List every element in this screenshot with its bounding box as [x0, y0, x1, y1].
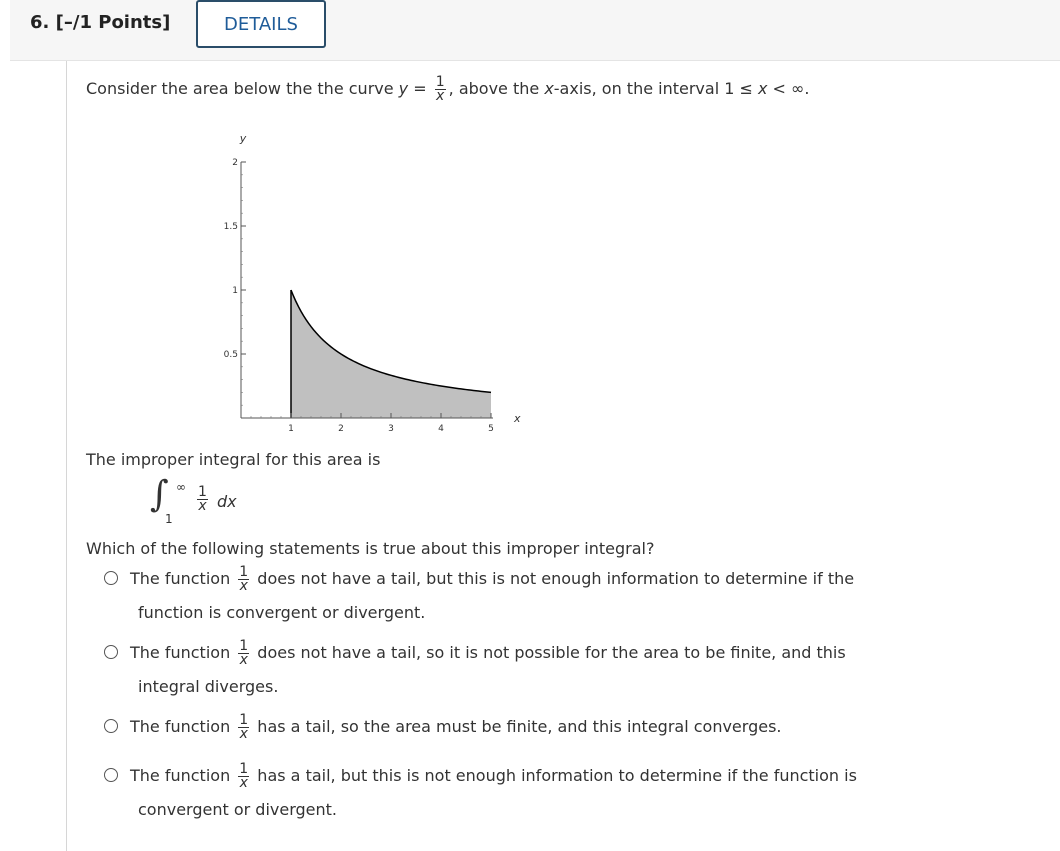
- answer-option-3[interactable]: [104, 710, 781, 744]
- x-tick-label: 3: [388, 424, 394, 434]
- x-tick-label: 4: [438, 424, 444, 434]
- question-title: [30, 12, 170, 33]
- problem-text-3: -axis, on the interval 1 ≤: [553, 79, 758, 98]
- x-tick-label: 5: [488, 424, 494, 434]
- radio-option-4[interactable]: [104, 768, 118, 782]
- question-prompt: Which of the following statements is true about this improper integral?: [86, 539, 655, 558]
- radio-option-1[interactable]: [104, 571, 118, 585]
- option-4-fraction: [238, 763, 249, 790]
- x-axis-label: x: [514, 412, 521, 425]
- problem-statement: [86, 76, 809, 103]
- integral-frac-den: x: [198, 498, 207, 514]
- problem-fraction: [435, 76, 446, 103]
- integral-dx: dx: [217, 492, 237, 511]
- option-1-text-line2: function is convergent or divergent.: [138, 603, 426, 622]
- radio-option-3[interactable]: [104, 719, 118, 733]
- option-2-frac-num: 1: [239, 638, 249, 654]
- y-tick-label: 1.5: [223, 222, 238, 232]
- option-1-frac-num: 1: [239, 564, 249, 580]
- x-tick-label: 1: [288, 424, 294, 434]
- option-2-frac-den: x: [239, 652, 248, 668]
- option-3-prefix: The function: [130, 717, 236, 736]
- option-4-frac-num: 1: [239, 761, 249, 777]
- answer-option-2[interactable]: [104, 636, 846, 704]
- option-2-text-line2: integral diverges.: [138, 677, 279, 696]
- y-tick-label: 2: [232, 158, 238, 168]
- question-header: [10, 0, 1060, 61]
- option-3-frac-num: 1: [239, 712, 249, 728]
- problem-text-4: < ∞.: [767, 79, 810, 98]
- option-3-fraction: [238, 714, 249, 741]
- answer-option-1[interactable]: [104, 562, 854, 630]
- option-1-frac-den: x: [239, 578, 248, 594]
- problem-interval-var: x: [757, 79, 768, 98]
- problem-equals: =: [408, 79, 432, 98]
- option-3-frac-den: x: [239, 726, 248, 742]
- option-4-text: has a tail, but this is not enough information to determine if the function is: [252, 766, 857, 785]
- problem-intro: Consider the area below the the curve: [86, 79, 399, 98]
- problem-frac-num: 1: [435, 74, 445, 90]
- integral-intro: The improper integral for this area is: [86, 450, 381, 469]
- question-points: [–/1 Points]: [55, 12, 171, 33]
- y-tick-label: 1: [232, 286, 238, 296]
- area-chart: [210, 130, 530, 440]
- problem-frac-den: x: [436, 88, 445, 104]
- content-left-border: [66, 61, 67, 851]
- option-2-fraction: [238, 640, 249, 667]
- y-tick-label: 0.5: [223, 350, 238, 360]
- option-2-text: does not have a tail, so it is not possible for the area to be finite, and this: [252, 643, 846, 662]
- question-number: 6.: [30, 12, 50, 33]
- option-2-prefix: The function: [130, 643, 236, 662]
- problem-y-var: y: [398, 79, 409, 98]
- improper-integral: [150, 474, 260, 528]
- x-tick-label: 2: [338, 424, 344, 434]
- option-1-text: does not have a tail, but this is not enough information to determine if the: [252, 569, 855, 588]
- y-axis-label: y: [239, 132, 247, 145]
- integral-lower-limit: 1: [165, 512, 173, 526]
- integral-frac-num: 1: [198, 484, 207, 500]
- answer-option-4[interactable]: [104, 759, 857, 827]
- option-3-text: has a tail, so the area must be finite, and this integral converges.: [252, 717, 782, 736]
- problem-x-axis-var: x: [544, 79, 554, 98]
- integral-upper-limit: ∞: [176, 480, 186, 494]
- shaded-area: [291, 290, 491, 418]
- option-4-frac-den: x: [239, 775, 248, 791]
- details-button[interactable]: DETAILS: [196, 0, 326, 48]
- option-4-prefix: The function: [130, 766, 236, 785]
- integral-sign: ∫: [150, 474, 169, 515]
- integral-fraction: [197, 486, 208, 513]
- problem-text-2: , above the: [448, 79, 545, 98]
- option-1-fraction: [238, 566, 249, 593]
- radio-option-2[interactable]: [104, 645, 118, 659]
- option-4-text-line2: convergent or divergent.: [138, 800, 337, 819]
- option-1-prefix: The function: [130, 569, 236, 588]
